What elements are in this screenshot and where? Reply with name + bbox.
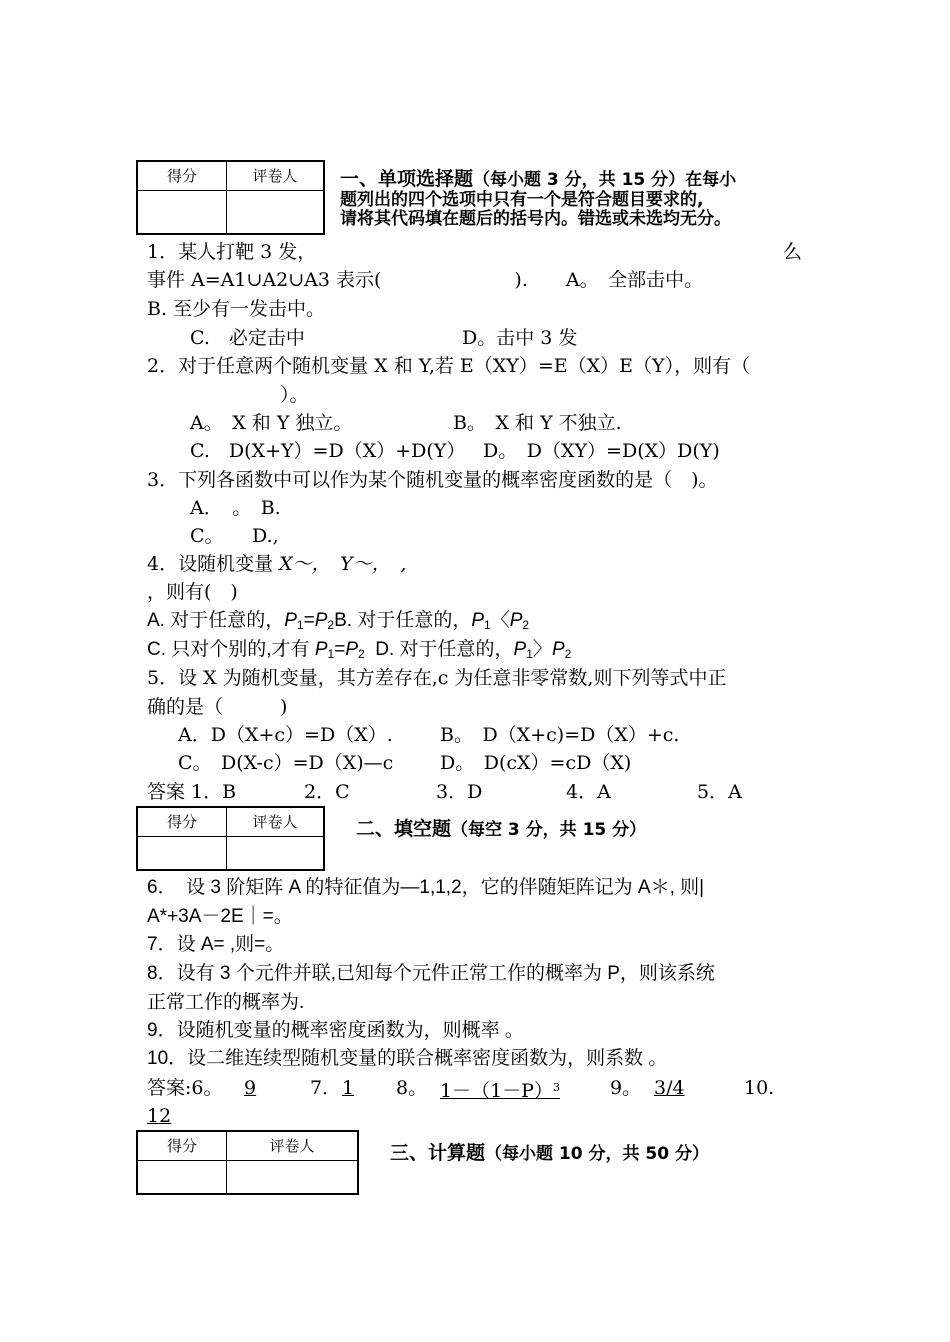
q4-x-var: X～，	[279, 553, 341, 575]
q2-option-d: D。 D（XY）=D(X）D(Y)	[483, 440, 720, 462]
q2-line2: ）。	[280, 384, 309, 406]
q1-option-d: D。击中 3 发	[462, 327, 578, 349]
q5-option-b: B。 D（X+c)=D（X）+c.	[440, 724, 680, 746]
section2-answer-7-label: 7．	[310, 1077, 342, 1099]
section2-answer-8-exp: 3	[552, 1081, 560, 1094]
section1-heading	[340, 168, 736, 191]
q4-line1	[147, 550, 406, 578]
section2-answer-7: 1	[342, 1077, 355, 1099]
q2-line1: 2．对于任意两个随机变量 X 和 Y,若 E（XY）=E（X）E（Y），则有（	[147, 355, 751, 377]
q4-line2: ，则有( )	[147, 581, 238, 603]
q4-a-eq: =	[303, 610, 315, 631]
grader-label: 评卷人	[227, 161, 325, 190]
q6-line1: 6． 设 3 阶矩阵 A 的特征值为—1,1,2，它的伴随矩阵记为 A＊, 则|	[147, 877, 705, 898]
score-label: 得分	[137, 807, 227, 836]
q4-options-ab	[147, 607, 529, 639]
q4-b-p: P	[471, 610, 485, 631]
q4-d-op: 〉	[532, 639, 552, 660]
grader-cell[interactable]	[227, 1160, 359, 1194]
q4-b-op: 〈	[490, 610, 510, 631]
q4-a-sub: 2	[327, 618, 335, 632]
section2-answer-8-label: 8。	[396, 1077, 428, 1099]
q9-text: 9．设随机变量的概率密度函数为，则概率 。	[147, 1020, 524, 1041]
q1-option-b: B. 至少有一发击中。	[147, 298, 326, 320]
q5-option-a: A．D（X+c）=D（X）.	[178, 724, 393, 746]
q1-line1-tail: 么	[783, 241, 803, 263]
section2-answer-8-base: 1－（1－P）	[440, 1080, 553, 1102]
q5-line1: 5．设 X 为随机变量，其方差存在,c 为任意非零常数,则下列等式中正	[147, 667, 727, 689]
q2-option-b: B。 X 和 Y 不独立.	[453, 412, 622, 434]
section2-title: 二、填空题	[356, 818, 452, 840]
q2-option-a: A。 X 和 Y 独立。	[190, 412, 353, 434]
grader-cell[interactable]	[227, 190, 325, 234]
section1-answer-2: 2．C	[304, 781, 350, 803]
score-table-3	[136, 1130, 359, 1195]
section2-answer-8	[440, 1074, 560, 1105]
score-cell[interactable]	[137, 190, 227, 234]
score-cell[interactable]	[137, 1160, 227, 1194]
q10-text: 10．设二维连续型随机变量的联合概率密度函数为，则系数 。	[147, 1048, 668, 1069]
q2-option-c: C. D(X+Y）=D（X）+D(Y）	[190, 440, 466, 462]
q3-line1: 3．下列各函数中可以作为某个随机变量的概率密度函数的是（ )。	[147, 469, 718, 491]
q4-d-p: P	[513, 639, 527, 660]
section1-answer-5: 5．A	[697, 781, 742, 803]
section2-title-rest: （每空 3 分，共 15 分）	[451, 820, 647, 840]
q4-b-p: P	[509, 610, 523, 631]
q4-d-sub: 1	[526, 647, 533, 661]
q5-option-d: D。 D(cX）=cD（X)	[440, 752, 632, 774]
score-label: 得分	[137, 1131, 227, 1160]
q4-line1-text: 4．设随机变量	[147, 553, 280, 575]
q4-a-sub: 1	[296, 618, 304, 632]
q4-c-p: P	[345, 639, 359, 660]
section3-heading	[390, 1142, 709, 1165]
section1-answer-1: 答案 1．B	[147, 781, 237, 803]
section1-answer-3: 3．D	[436, 781, 483, 803]
q8-line2: 正常工作的概率为.	[147, 992, 305, 1013]
q7-text: 7．设 A= ,则=。	[147, 934, 285, 955]
q4-a-p: P	[284, 610, 297, 631]
section2-answer-9-label: 9。	[610, 1077, 642, 1099]
section1-title-rest: （每小题 3 分，共 15 分）在每小	[473, 170, 737, 190]
score-table-2	[136, 806, 325, 871]
q1-line2: 事件 A=A1∪A2∪A3 表示( ). A。 全部击中。	[147, 269, 704, 291]
score-cell[interactable]	[137, 836, 227, 870]
section1-instructions-line2: 题列出的四个选项中只有一个是符合题目要求的,	[340, 190, 704, 210]
q4-option-c: C. 只对个别的,才有	[147, 639, 315, 660]
q4-d-sub: 2	[564, 647, 572, 661]
section2-answer-prefix: 答案:6。	[147, 1077, 223, 1099]
section2-heading	[356, 818, 646, 841]
section3-title: 三、计算题	[390, 1142, 486, 1164]
q8-line1: 8．设有 3 个元件并联,已知每个元件正常工作的概率为 P，则该系统	[147, 963, 715, 984]
section2-answer-10: 12	[147, 1105, 172, 1127]
section1-answer-4: 4．A	[566, 781, 611, 803]
section2-answer-9: 3/4	[654, 1077, 685, 1099]
q4-c-sub: 1	[327, 647, 335, 661]
q4-a-p: P	[314, 610, 328, 631]
section2-answer-6: 9	[244, 1077, 257, 1099]
q4-y-var: Y～， ,	[340, 553, 407, 575]
q4-option-a: A. 对于任意的，	[147, 610, 285, 631]
grader-cell[interactable]	[227, 836, 325, 870]
section2-answer-10-label: 10.	[744, 1077, 775, 1099]
q5-option-c: C。 D(X-c）=D（X)—c	[178, 752, 394, 774]
score-label: 得分	[137, 161, 227, 190]
score-table-1	[136, 160, 325, 235]
q4-c-eq: =	[334, 639, 346, 660]
q4-b-sub: 2	[522, 618, 530, 632]
section3-title-rest: （每小题 10 分，共 50 分）	[485, 1144, 710, 1164]
q1-line1: 1．某人打靶 3 发，	[147, 241, 317, 263]
grader-label: 评卷人	[227, 1131, 359, 1160]
q3-options-cd: C。 D.,	[190, 525, 279, 547]
q6-line2: A*+3A－2E｜=。	[147, 906, 293, 927]
grader-label: 评卷人	[227, 807, 325, 836]
q4-c-p: P	[314, 639, 328, 660]
section1-title: 一、单项选择题	[340, 168, 474, 190]
section1-instructions-line3: 请将其代码填在题后的括号内。错选或未选均无分。	[340, 209, 731, 229]
q4-c-sub: 2	[358, 647, 365, 661]
q4-option-b: B. 对于任意的，	[334, 610, 472, 631]
q1-option-c: C. 必定击中	[190, 327, 305, 349]
q4-b-sub: 1	[484, 618, 491, 632]
q4-option-d: D. 对于任意的，	[375, 639, 514, 660]
q5-line2: 确的是（ )	[147, 696, 288, 718]
q4-d-p: P	[551, 639, 565, 660]
q3-options-ab: A． 。 B.	[190, 497, 281, 519]
